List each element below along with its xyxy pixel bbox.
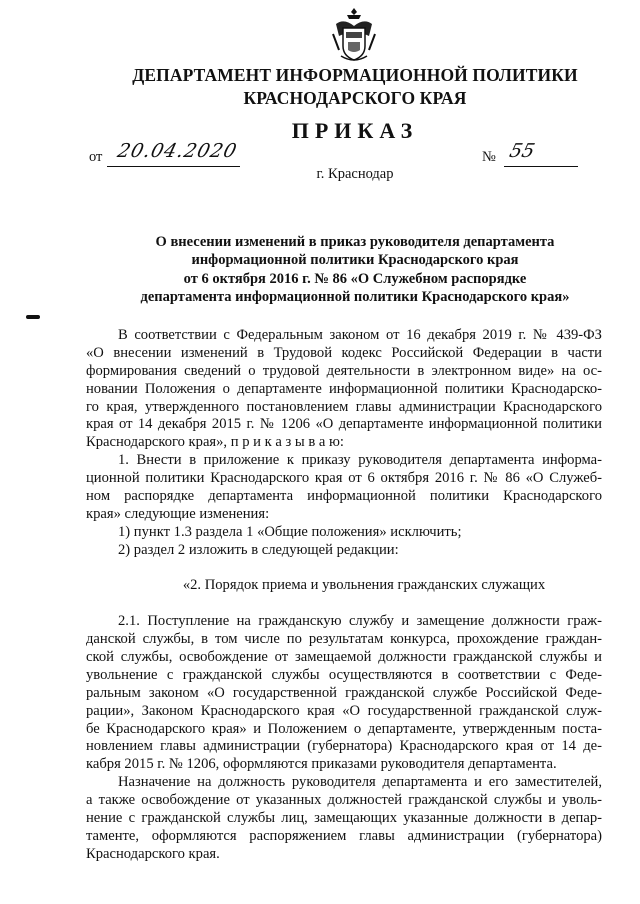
city-name: г. Краснодар [316, 166, 394, 182]
subject-line: от 6 октября 2016 г. № 86 «О Служебном распорядке [183, 270, 527, 287]
body-line: Краснодарского края. [86, 845, 220, 862]
handwritten-date: 20.04.2020 [115, 140, 240, 162]
body-line: края» следующие изменения: [86, 505, 270, 522]
order-subject [70, 233, 640, 306]
body-line: Назначение на должность руководителя департамента и его заместителей, [118, 774, 602, 791]
body-line: увольнение с гражданской службы осуществляются в соответствии с Феде- [86, 666, 602, 683]
document-title: ПРИКАЗ [291, 118, 419, 143]
handwritten-number: 55 [507, 140, 537, 162]
body-line: ном распорядке департамента информационной политики Краснодарского [86, 488, 602, 505]
subject-line: О внесении изменений в приказ руководителя департамента [155, 234, 555, 250]
body-line: го края, утвержденного постановлением главы администрации Краснодарского [86, 398, 602, 415]
body-line: 2.1. Поступление на гражданскую службу и замещение должности граж- [118, 613, 602, 630]
coat-of-arms-icon [331, 6, 377, 64]
body-line: кабря 2015 г. № 1206, оформляются приказами руководителя департамента. [86, 756, 557, 773]
subject-line: департамента информационной политики Краснодарского края» [140, 288, 570, 305]
body-line: новлением главы администрации (губернатора) Краснодарского края от 14 де- [86, 738, 602, 755]
body-line: «О внесении изменений в Трудовой кодекс Российской Федерации в части [86, 344, 602, 361]
body-line: данской службы, в том числе по результатам конкурса, прохождение граждан- [86, 631, 602, 648]
body-line: бе Краснодарского края» и Положением о департаменте, утвержденным поста- [86, 720, 602, 737]
date-label: от [89, 149, 103, 165]
body-line: ральным законом «О государственной гражданской службе Российской Феде- [86, 684, 602, 701]
list-item: 1) пункт 1.3 раздела 1 «Общие положения» исключить; [118, 523, 462, 540]
body-line: Краснодарского края», п р и к а з ы в а ю: [86, 434, 344, 451]
body-line: а также освобождение от указанных должностей гражданской службы и уволь- [86, 792, 602, 809]
body-line: ционной политики Краснодарского края от 6 октября 2016 г. № 86 «О Служеб- [86, 470, 602, 487]
body-line: таменте, оформляются распоряжением главы администрации (губернатора) [86, 827, 602, 844]
body-line: 1. Внести в приложение к приказу руководителя департамента информа- [118, 452, 602, 469]
section-title: «2. Порядок приема и увольнения гражданских служащих [182, 577, 546, 594]
body-line: рации», Законом Краснодарского края «О государственной гражданской служ- [86, 702, 602, 719]
body-line: ской службы, освобождение от замещаемой должности гражданской службы и [86, 649, 602, 666]
department-name-line2: КРАСНОДАРСКОГО КРАЯ [243, 88, 467, 108]
document-body [86, 327, 602, 864]
body-line: нение с гражданской службы лиц, замещающих указанные должности в депар- [86, 810, 602, 827]
subject-line: информационной политики Краснодарского края [191, 252, 519, 269]
margin-mark [26, 315, 40, 319]
body-line: формирования сведений о трудовой деятельности в электронном виде» на ос- [86, 362, 602, 379]
body-line: В соответствии с Федеральным законом от 16 декабря 2019 г. № 439-ФЗ [118, 327, 602, 343]
body-line: края от 14 декабря 2015 г. № 1206 «О департаменте информационной политики [86, 416, 602, 433]
number-label: № [482, 149, 496, 165]
body-line: новании Положения о департаменте информационной политики Краснодарско- [86, 380, 602, 397]
department-name-line1: ДЕПАРТАМЕНТ ИНФОРМАЦИОННОЙ ПОЛИТИКИ [132, 65, 578, 85]
list-item: 2) раздел 2 изложить в следующей редакции: [118, 541, 399, 558]
